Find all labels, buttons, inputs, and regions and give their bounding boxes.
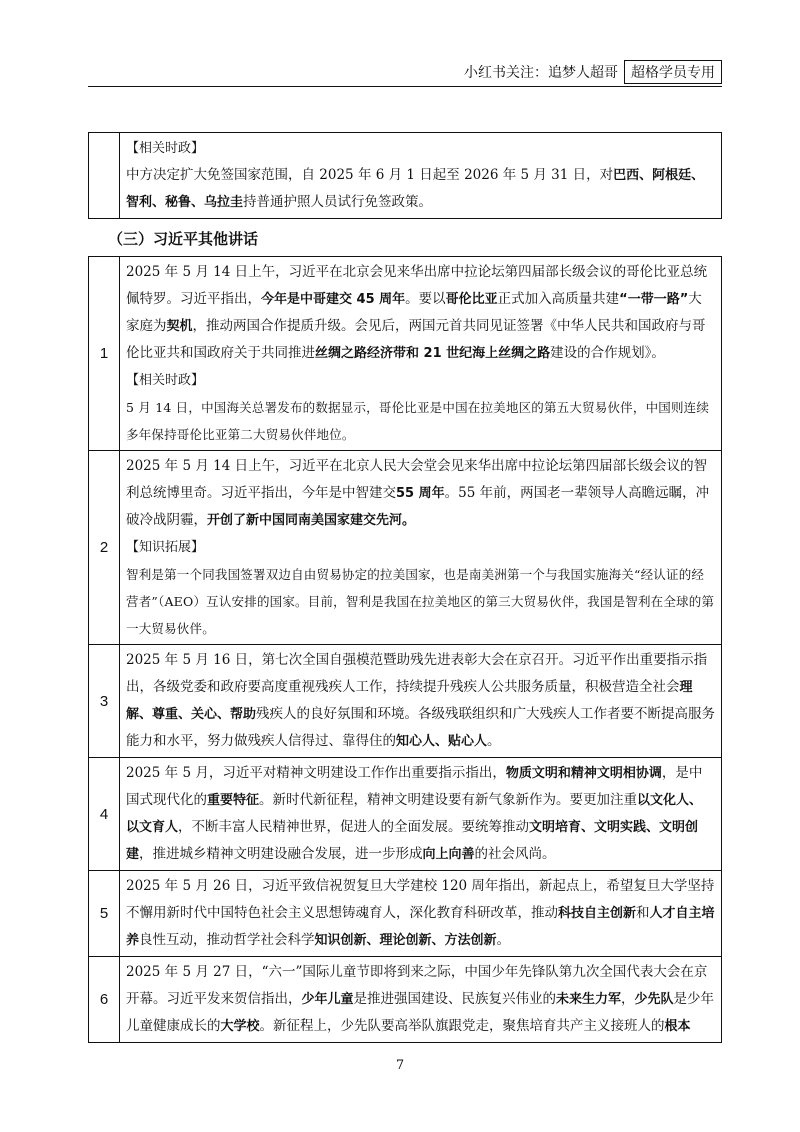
bold-text: 开创了新中国同南美国家建交先河。	[207, 513, 416, 528]
bold-text: 哥伦比亚	[445, 292, 498, 307]
bold-text: 少年儿童	[301, 992, 354, 1007]
text-run: 。新征程上，少先队要高举队旗跟党走，聚焦培育共产主义接班人的	[259, 1018, 665, 1034]
row-text	[126, 259, 715, 367]
text-run: 是推进强国建设、民族复兴伟业的	[353, 991, 557, 1007]
text-run: ，推进城乡精神文明建设融合发展，进一步形成	[139, 846, 423, 862]
row-text	[126, 647, 715, 755]
bold-text: 契机	[166, 319, 193, 334]
bold-text: 巴西、阿根廷、智利、秘鲁、乌拉圭	[126, 168, 705, 210]
bold-text: 今年是中哥建交 45 周年	[261, 292, 406, 307]
top-blank-cell	[89, 133, 120, 219]
bold-text: 55 周年	[396, 486, 445, 501]
speech-table	[88, 256, 722, 1043]
top-row	[89, 133, 722, 219]
table-row	[89, 957, 722, 1043]
text-run: ，推动两国合作提质升级。会见后，两国元首共同见证签署《中华人民共和国政府与哥伦比亚共和国政府关于共同推进	[126, 318, 706, 361]
text-run: 持普通护照人员试行免签政策。	[243, 194, 433, 210]
header-badge: 超格学员专用	[624, 60, 722, 84]
text-run: ，是中国式现代化的	[126, 765, 703, 808]
text-run: 良性互动，推动哲学社会科学	[139, 932, 315, 948]
text-run: 的社会风尚。	[474, 846, 556, 862]
text-run: 残疾人的良好氛围和环境。各级残联组织和广大残疾人工作者要不断提高服务能力和水平，努力做残疾人信得过、靠得住的	[126, 706, 716, 749]
row-content	[120, 257, 722, 451]
top-table	[88, 132, 722, 219]
header-text: 小红书关注：追梦人超哥	[464, 65, 618, 81]
row-number: 2	[89, 451, 120, 645]
row-note: 5 月 14 日，中国海关总署发布的数据显示，哥伦比亚是中国在拉美地区的第五大贸易伙伴，中国则连续多年保持哥伦比亚第二大贸易伙伴地位。	[126, 400, 710, 442]
header-rule	[88, 86, 722, 87]
text-run: ，不断丰富人民精神世界，促进人的全面发展。要统筹推动	[178, 819, 530, 835]
bold-text: 理解、尊重、关心、帮助	[126, 680, 693, 722]
row-number: 5	[89, 871, 120, 957]
table-row	[89, 871, 722, 957]
bold-text: 物质文明和精神文明相协调	[505, 766, 662, 781]
bold-text: 根本	[664, 1019, 691, 1034]
table-row	[89, 257, 722, 451]
section-title: （三）习近平其他讲话	[108, 230, 259, 248]
text-run: 是少年儿童健康成长的	[126, 991, 715, 1034]
bold-text: 重要特征	[207, 793, 260, 808]
top-cell	[120, 133, 722, 219]
bold-text: 以文化人、以文育人	[126, 793, 703, 835]
text-run: 正式加入高质量共建	[497, 291, 620, 307]
row-tag: 【知识拓展】	[126, 540, 205, 555]
top-tag: 【相关时政】	[126, 141, 205, 156]
bold-text: 科技自主创新	[558, 906, 637, 921]
row-text	[126, 959, 715, 1040]
text-run: 2025 年 5 月 14 日上午，习近平在北京会见来华出席中拉论坛第四届部长级会议的哥伦比亚总统佩特罗。习近平指出，	[126, 264, 708, 307]
text-run: 2025 年 5 月 14 日上午，习近平在北京人民大会堂会见来华出席中拉论坛第四届部长级会议的智利总统博里奇。习近平指出，今年是中智建交	[126, 458, 708, 501]
table-row	[89, 451, 722, 645]
bold-text: 丝绸之路经济带和 21 世纪海上丝绸之路	[315, 346, 551, 361]
row-number: 1	[89, 257, 120, 451]
bold-text: 知识创新、理论创新、方法创新	[314, 933, 497, 948]
row-text	[126, 760, 715, 868]
text-run: 中方决定扩大免签国家范围，自 2025 年 6 月 1 日起至 2026 年 5 月 31 日，对	[126, 167, 614, 183]
row-text	[126, 453, 715, 534]
text-run: 建设的合作规划》。	[550, 345, 665, 361]
bold-text: 大学校	[220, 1019, 260, 1034]
bold-text: 向上向善	[422, 847, 475, 862]
row-content	[120, 758, 722, 871]
text-run: 2025 年 5 月 16 日，第七次全国自强模范暨助残先进表彰大会在京召开。习近平作出重要指示指出，各级党委和政府要高度重视残疾人工作，持续提升残疾人公共服务质量，积极营造全社会	[126, 652, 708, 695]
table-row	[89, 758, 722, 871]
row-number: 6	[89, 957, 120, 1043]
table-row	[89, 645, 722, 758]
text-run: 2025 年 5 月，习近平对精神文明建设工作作出重要指示指出，	[126, 765, 506, 781]
bold-text: 知心人、贴心人	[396, 734, 488, 749]
text-run: 2025 年 5 月 26 日，习近平致信祝贺复旦大学建校 120 周年指出，新起点上，希望复旦大学坚持不懈用新时代中国特色社会主义思想铸魂育人，深化教育科研改革，推动	[126, 878, 715, 921]
text-run: 2025 年 5 月 27 日，“六一”国际儿童节即将到来之际，中国少年先锋队第九次全国代表大会在京开幕。习近平发来贺信指出，	[126, 964, 708, 1007]
page-header	[464, 60, 722, 84]
row-content	[120, 451, 722, 645]
bold-text: 未来生力军	[556, 992, 622, 1007]
row-content	[120, 645, 722, 758]
row-content	[120, 957, 722, 1043]
bold-text: “一带一路”	[619, 292, 689, 307]
text-run: ，	[621, 991, 635, 1007]
bold-text: 文明培育、文明实践、文明创建	[126, 820, 699, 862]
text-run: 和	[636, 905, 650, 921]
page-number: 7	[395, 1058, 405, 1073]
row-content	[120, 871, 722, 957]
text-run: 。新时代新征程，精神文明建设要有新气象新作为。要更加注重	[259, 792, 638, 808]
row-number: 4	[89, 758, 120, 871]
top-content	[126, 162, 715, 216]
bold-text: 少先队	[634, 992, 674, 1007]
text-run: 。	[496, 932, 511, 948]
row-text	[126, 873, 715, 954]
text-run: 。要以	[405, 291, 446, 307]
text-run: 。55 年前，两国老一辈领导人高瞻远瞩，冲破冷战阴霾，	[126, 485, 710, 528]
text-run: 。	[487, 733, 501, 749]
bold-text: 人才自主培养	[126, 906, 715, 948]
text-run: 大家庭为	[126, 291, 702, 334]
row-number: 3	[89, 645, 120, 758]
row-note: 智利是第一个同我国签署双边自由贸易协定的拉美国家，也是南美洲第一个与我国实施海关“经认证的经营者”（AEO）互认安排的国家。目前，智利是我国在拉美地区的第三大贸易伙伴，我国是智利在全球的第一大贸易伙伴。	[126, 567, 715, 636]
row-tag: 【相关时政】	[126, 373, 205, 388]
